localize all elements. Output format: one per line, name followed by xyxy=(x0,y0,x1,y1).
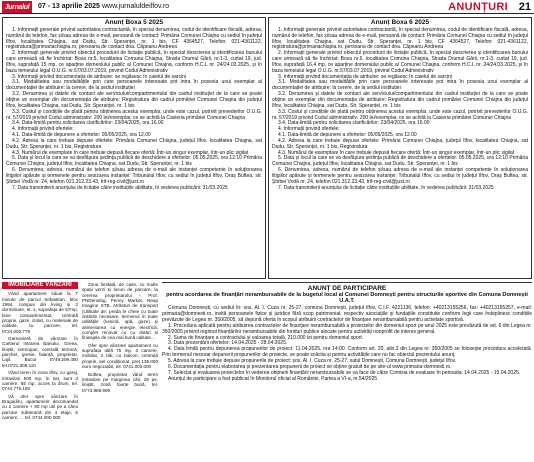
paragraph: 3. Data prezentării ofertelor: 14.04.2025 - 28.04.2025. xyxy=(168,340,288,347)
paragraph: Anunțul de participare a fost publicat în Monitorul oficial al României, Partea a VI-a, nr.54/2025 xyxy=(168,375,378,382)
paragraph: 3.4. Data-limită pentru solicitarea clarificărilor: 23/04/2025, ora 16.00 xyxy=(12,120,164,127)
paragraph: 5. Adresa la care trebuie depuse propunerile de proiect: șos. Al. I. Cuza nr. 25-27, satul Domnești, Comuna Domnești, județul Ilfov. xyxy=(168,358,457,364)
paragraph: 1. Informații generale privind autoritatea contractantă, în special denumirea, codul de identificare fiscală, adresa, numărul de telefon, fax și/sau adresa de e-mail, persoană de contact: Primăria Comunei Chiajna cu sediul în județul Ilfov, localitatea Chiajna, sat Dudu, Str. Speranței, nr. 1 bis, CF 4364527, Telefon: 021-4361122, registratura@primariachiajna.ro, persoana de contact dna. Căpeanu Andreea xyxy=(272,26,528,51)
section-title: ANUNȚURI xyxy=(448,1,508,13)
issue-date: 07 - 13 aprilie 2025 xyxy=(38,3,100,10)
paragraph: 7. Selecția și evaluarea proiectelor în vederea obținerii finanțării nerambursabile se va face de către Comisia de evaluare în perioada: 14.04.2025 - 15.04.2025. xyxy=(168,369,521,376)
classified-ad: Buftea, proprietar vând teren intravilan pe marginea căii, 29 pe, liniștit, zonă foarte bună, tel. 0773.988.999 xyxy=(82,371,158,393)
paragraph: 4.3. Numărul de exemplare în care trebuie depusă fiecare ofertă: Într-un singur exemplar, într-un plic sigilat xyxy=(278,149,515,156)
paragraph: 3.1. Modalitatea sau modalitățile prin care persoanele interesate pot intra în posesia unui exemplar al documentației de atribuire: la cerere, de la sediul instituției xyxy=(272,79,528,92)
participation-notice xyxy=(162,282,532,460)
participation-notice-title: ANUNȚ DE PARTICIPARE xyxy=(307,285,387,292)
paragraph: 3.3. Costul și condițiile de plată pentru obținerea acestui exemplar, unde este cazul, potrivit prevederilor O.U.G. nr. 57/2019 privind Codul administrativ: 200 lei/exemplar, ce se achită la Casieria primăriei Comunei Chiajna xyxy=(6,108,262,121)
classifieds-column-2 xyxy=(82,282,158,460)
paragraph: 4. Data limită pentru depunerea propunerilor de proiect: 11.04.2025, ora 14:00. Conform art. 20, alin.2 din Legea nr. 350/2005 se folosește procedura accelerată. Prin termenul necesar depunerii propunerilor de proiecte, se poate solicita și pentru activitățile care nu fac obiectul prezentului anunț. xyxy=(162,346,532,359)
page-number: 21 xyxy=(518,1,531,13)
paragraph: 2. Informații generale privind obiectul procedurii de licitație publică, în special descrierea și identificarea bunului care urmează să fie închiriat: Boxa nr.6, localitatea Comuna Chiajna, Strada Drumul Gării, nr.1-3, curtat 19, jud. Ilfov, suprafață 16,4 mp, ce aparține domeniului public al Comunei Chiajna, conform H.C.L nr. 24/24.03.2025, și în baza temeiului legal O.U.G. nr.57/03.07.2019, privind Codul Administrativ xyxy=(272,50,528,74)
paragraph: 4. Informații privind ofertele: xyxy=(278,126,340,133)
classified-ad: Ofer spre vânzare apartament cu suprafața utilă 75 mp, 3 camere, mobilat, 2 băi, cu balcon, centrală proprie, aer condiționat, preț 135.000 euro negociabil, tel. 0741.000.000 xyxy=(82,342,158,370)
classified-ad: Garsonieră de vânzare în Cartierul Intrarea Banului, Greea, liniștit, termopan, centrală termică, parchet, gresie, faianță, proprietar, Lujil. Bucur 0749.209.400 tel.0721.309.110 xyxy=(2,336,78,368)
paragraph: 3.2. Denumirea și datele de contact ale serviciului/compartimentului din cadrul instituției de la care se poate obține un exemplar din documentația de atribuire: Registratura din cadrul primăriei Comunei Chiajna din județul Ilfov, localitatea Chiajna, sat Dudu, Str. Speranței, nr. 1 bis xyxy=(272,91,528,109)
paragraph: 3.1. Modalitatea sau modalitățile prin care persoanele interesate pot intra în posesia unui exemplar al documentației de atribuire: la cerere, de la sediul instituției xyxy=(6,79,262,92)
paragraph: 5. Data și locul la care se va desfășura ședința publică de deschidere a ofertelor: 05.05.2025, ora 12:10 Primăria Comunei Chiajna, județul Ilfov, localitatea Chiajna, sat Dudu, Str. Speranței, nr. 1 bis xyxy=(6,155,262,168)
paragraph: 4.1. Data-limită de depunere a ofertelor: 05/05/2025, ora 12.00 xyxy=(278,132,417,139)
paragraph: 4. Informații privind ofertele: xyxy=(12,126,74,133)
paragraph: 3.3. Costul și condițiile de plată pentru obținerea acestui exemplar, unde este cazul, potrivit prevederilor O.U.G. nr. 57/2019 privind Codul administrativ: 200 lei/exemplar, ce se achită la Casieria primăriei Comunei Chiajna xyxy=(272,108,528,121)
paragraph: 1. Informații generale privind autoritatea contractantă, în special denumirea, codul de identificare fiscală, adresa, numărul de telefon, fax și/sau adresa de e-mail, persoană de contact: Primăria Comunei Chiajna cu sediul în județul Ilfov, localitatea Chiajna, sat Dudu, Str. Speranței, nr. 1 bis, CF 4364527, Telefon: 021-4361122, registratura@primariachiajna.ro, persoana de contact dna. Căpeanu Andreea xyxy=(6,26,262,51)
paragraph: 6. Denumirea, adresa, numărul de telefon și/sau adresa de e-mail ale instanței competente în soluționarea litigiilor apărute și termenele pentru sesizarea instanței: Tribunalul Ilfov, cu sediul în județul Ilfov, Oraș Buftea, str. Știrbei Vodă nr. 24, telefon 021.312.23.43, trif-reg-civil@just.ro xyxy=(272,167,528,185)
notice-box-5 xyxy=(2,17,266,279)
page-header xyxy=(0,0,534,14)
classified-ad: Vând apartament situat la 7 minute de parcul Sebastian, bloc 1994, compus din living și 2 dormitoare, et. 1, suprafața de 57mp, bine compartimentat, centrală proprie, gaze, izolat, cu materiale de calitate, cu parcare, tel. 0724.000.779 xyxy=(2,291,78,334)
classified-ad: Vând teren în zona Ilfov, cu garaj, intravilan 500 mp, în sat, sunt 3 camere, 65 mp, acces la drum, tel. 0744.776.150 xyxy=(2,370,78,392)
classified-ad: Zona limitată, de case, cu multe spații verzi și locuri de parcare, la cererea proprietarului - Prof. PNDenubig, Penny Market, Neap Imagine STB. Atrăsturi de transport (Utilitate de: preda le cheie cu toate dotările necesare, termenul în toate utilitățile (lumină, apă, gaze) și alimentarea cu energie electrică, complet renovat cu cu dotări și finisajele de cea mai bună calitate... xyxy=(82,282,158,341)
notice-box-5-title: Anunț Boxa 5 2025 xyxy=(104,19,164,26)
notice-box-6 xyxy=(268,17,532,279)
participation-notice-subtitle: pentru acordarea de finanțări nerambursabile de la bugetul local al Comunei Domnești pentru structurile sportive din Comuna Domnești U.A.T. xyxy=(166,292,528,305)
newspaper-logo[interactable]: Jurnalul xyxy=(2,1,32,13)
paragraph: 4.2. Adresa la care trebuie depuse ofertele: Primăria Comunei Chiajna, județul Ilfov, localitatea Chiajna, sat Dudu, Str. Speranței, nr. 1 bis, Registratura xyxy=(272,137,528,150)
paragraph: 7. Data transmiterii anunțului de licitație către instituțiile abilitate, în vederea publicării: 31/03.2025 xyxy=(12,184,228,191)
paragraph: 1. Procedura aplicată pentru atribuirea contractelor de finanțare nerambursabilă a proiectelor din domeniul sport pe anul 2025 este prevăzută de art. 6 din Legea nr. 350/2005 privind regimul finanțărilor nerambursabile din fonduri publice alocate pentru activități nonprofit de interes general. xyxy=(162,322,532,335)
classified-ad: Vă ofer spre vânzare în Bragadiru, apartament decomandat cu 2 camere + 60 mp util pe a cărui parcare subterană din 4 etaje, 6 camere, ... tel. 0744.000.000 xyxy=(2,393,78,420)
paragraph: 3.2. Denumirea și datele de contact ale serviciului/compartimentului din cadrul instituției de la care se poate obține un exemplar din documentația de atribuire: Registratura din cadrul primăriei Comunei Chiajna din județul Ilfov, localitatea Chiajna, sat Dudu, Str. Speranței, nr. 1 bis xyxy=(6,91,262,109)
paragraph: 3. Informații privind documentația de atribuire: se regăsesc în caietul de sarcini xyxy=(12,73,186,80)
paragraph: 3.4. Data-limită pentru solicitarea clarificărilor: 23/04/2025, ora 16.00 xyxy=(278,120,430,127)
paragraph: 3. Informații privind documentația de atribuire: se regăsesc în caietul de sarcini xyxy=(278,73,452,80)
paragraph: 7. Data transmiterii anunțului de licitație către instituțiile abilitate, în vederea publicării: 31/03.2025 xyxy=(278,184,494,191)
paragraph: 4.2. Adresa la care trebuie depuse ofertele: Primăria Comunei Chiajna, județul Ilfov, localitatea Chiajna, sat Dudu, Str. Speranței, nr. 1 bis, Registratura xyxy=(6,137,262,150)
website-link[interactable]: www.jurnaluldeilfov.ro xyxy=(102,3,170,10)
paragraph: 5. Data și locul la care se va desfășura ședința publică de deschidere a ofertelor: 05.05.2025, ora 12:10 Primăria Comunei Chiajna, județul Ilfov, localitatea Chiajna, sat Dudu, Str. Speranței, nr. 1 bis xyxy=(272,155,528,168)
notice-box-5-body xyxy=(6,28,262,192)
paragraph: Comuna Domnești, cu sediul în: sos. Al. I. Cuza nr. 25-27, comuna Domnești, județul Ilfov, C.I.F. 4221136, telefon: +40213155256, fax: +40213155257, e-mail: primaria@domnesti.ro, invită persoanele fizice și juridice fără scop patrimonial, respectiv asociațiile și fundațiile constituite conform legii care îndeplinesc condițiile prevăzute de Legea nr. 350/2005, să depună oferta în scopul atribuirii contractelor de finanțare nerambursabilă pentru activitate sportivă. xyxy=(162,305,532,324)
classifieds-heading: IMOBILIARE VÂNZĂRI xyxy=(2,282,78,289)
paragraph: 2. Suma de finanțare a contractului și valoarea totală, 210.000 lei pentru domeniul sport. xyxy=(168,334,364,341)
paragraph: 2. Informații generale privind obiectul procedurii de licitație publică, în special descrierea și identificarea bunului care urmează să fie închiriat: Boxa nr.5, localitatea Comuna Chiajna, Strada Drumul Gării, nr.1-3, curtat 19, jud. Ilfov, suprafață 15 mp, ce aparține domeniului public al Comunei Chiajna, conform H.C.L nr. 24/24.03.2025, și în baza temeiului legal O.U.G. nr.57/03.07.2019, privind Codul Administrativ xyxy=(6,50,262,74)
classifieds-column xyxy=(2,282,78,460)
paragraph: 6. Denumirea, adresa, numărul de telefon și/sau adresa de e-mail ale instanței competente în soluționarea litigiilor apărute și termenele pentru sesizarea instanței: Tribunalul Ilfov, cu sediul în județul Ilfov, Oraș Buftea, str. Știrbei Vodă nr. 24, telefon 021.312.23.43, trif-reg-civil@just.ro xyxy=(6,167,262,185)
notice-box-6-body xyxy=(272,28,528,192)
paragraph: 4.1. Data-limită de depunere a ofertelor: 05/05/2025, ora 12.00 xyxy=(12,132,151,139)
paragraph: 6. Documentația pentru elaborarea și prezentarea propunerii de proiect se obține gratuit de pe site-ul www.primaria-domnesti.ro. xyxy=(168,363,452,370)
notice-box-6-title: Anunț Boxa 6 2025 xyxy=(370,19,430,26)
paragraph: 4.3. Numărul de exemplare în care trebuie depusă fiecare ofertă: Într-un singur exemplar, într-un plic sigilat xyxy=(12,149,249,156)
